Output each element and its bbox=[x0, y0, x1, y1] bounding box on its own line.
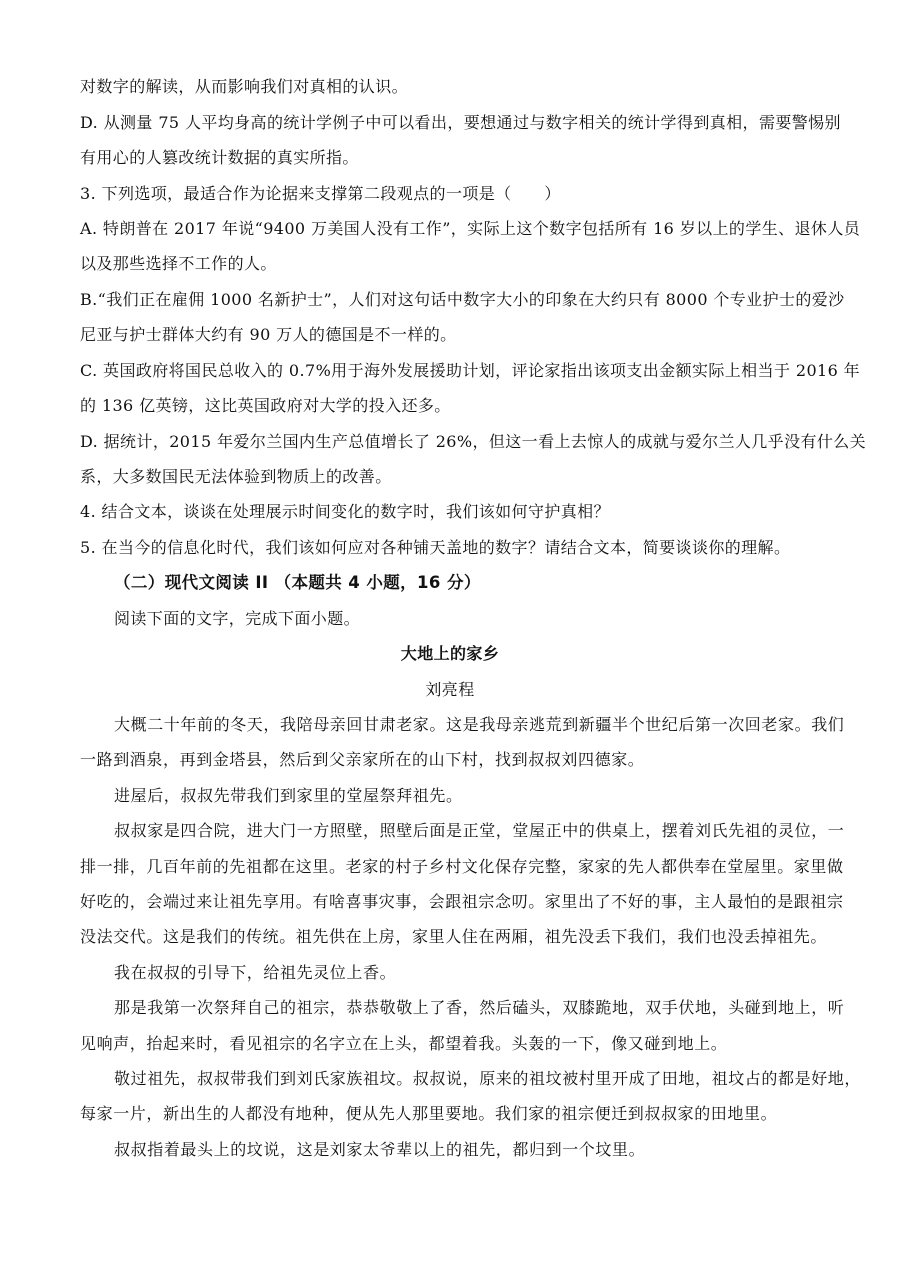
paragraph-7: 叔叔指着最头上的坟说，这是刘家太爷辈以上的祖先，都归到一个坟里。 bbox=[114, 1140, 646, 1159]
paragraph-3-line-3: 好吃的，会端过来让祖先享用。有啥喜事灾事，会跟祖宗念叨。家里出了不好的事，主人最怕的是跟祖宗 bbox=[80, 892, 844, 911]
q4-stem: 4. 结合文本，谈谈在处理展示时间变化的数字时，我们该如何守护真相？ bbox=[80, 502, 610, 521]
q2-option-d-line-2: 有用心的人篡改统计数据的真实所指。 bbox=[80, 148, 359, 167]
paragraph-6-line-2: 每家一片，新出生的人都没有地种，便从先人那里要地。我们家的祖宗便迁到叔叔家的田地里。 bbox=[80, 1104, 778, 1123]
q2-option-d-line-1: D. 从测量 75 人平均身高的统计学例子中可以看出，要想通过与数字相关的统计学得到真相，需要警惕别 bbox=[80, 113, 841, 132]
paragraph-5-line-2: 见响声，抬起来时，看见祖宗的名字立在上头，都望着我。头轰的一下，像又碰到地上。 bbox=[80, 1034, 728, 1053]
q3-option-b-line-1: B.“我们正在雇佣 1000 名新护士”，人们对这句话中数字大小的印象在大约只有 8000 个专业护士的爱沙 bbox=[80, 290, 845, 309]
q3-option-b-line-2: 尼亚与护士群体大约有 90 万人的德国是不一样的。 bbox=[80, 325, 457, 344]
paragraph-3-line-2: 排一排，几百年前的先祖都在这里。老家的村子乡村文化保存完整，家家的先人都供奉在堂屋里。家里做 bbox=[80, 857, 844, 876]
paragraph-1-line-1: 大概二十年前的冬天，我陪母亲回甘肃老家。这是我母亲逃荒到新疆半个世纪后第一次回老家。我们 bbox=[114, 715, 845, 734]
q2-option-c-tail: 对数字的解读，从而影响我们对真相的认识。 bbox=[80, 77, 409, 96]
q3-option-d-line-1: D. 据统计，2015 年爱尔兰国内生产总值增长了 26%，但这一看上去惊人的成就与爱尔兰人几乎没有什么关 bbox=[80, 432, 867, 451]
section-instruction: 阅读下面的文字，完成下面小题。 bbox=[114, 609, 361, 628]
q3-option-a-line-1: A. 特朗普在 2017 年说“9400 万美国人没有工作”，实际上这个数字包括所有 16 岁以上的学生、退休人员 bbox=[80, 219, 861, 238]
paragraph-4: 我在叔叔的引导下，给祖先灵位上香。 bbox=[114, 963, 397, 982]
q3-option-c-line-1: C. 英国政府将国民总收入的 0.7%用于海外发展援助计划，评论家指出该项支出金额实际上相当于 2016 年 bbox=[80, 361, 861, 380]
q3-option-c-line-2: 的 136 亿英镑，这比英国政府对大学的投入还多。 bbox=[80, 396, 451, 415]
q3-option-a-line-2: 以及那些选择不工作的人。 bbox=[80, 254, 277, 273]
paragraph-1-line-2: 一路到酒泉，再到金塔县，然后到父亲家所在的山下村，找到叔叔刘四德家。 bbox=[80, 750, 645, 769]
paragraph-5-line-1: 那是我第一次祭拜自己的祖宗，恭恭敬敬上了香，然后磕头，双膝跪地，双手伏地，头碰到地上，听 bbox=[114, 998, 845, 1017]
article-title: 大地上的家乡 bbox=[400, 644, 500, 663]
q3-option-d-line-2: 系，大多数国民无法体验到物质上的改善。 bbox=[80, 467, 392, 486]
paragraph-3-line-1: 叔叔家是四合院，进大门一方照壁，照壁后面是正堂，堂屋正中的供桌上，摆着刘氏先祖的灵位，一 bbox=[114, 821, 845, 840]
paragraph-2: 进屋后，叔叔先带我们到家里的堂屋祭拜祖先。 bbox=[114, 786, 463, 805]
paragraph-6-line-1: 敬过祖先，叔叔带我们到刘氏家族祖坟。叔叔说，原来的祖坟被村里开成了田地，祖坟占的都是好地， bbox=[114, 1069, 862, 1088]
q3-stem: 3. 下列选项，最适合作为论据来支撑第二段观点的一项是（ ） bbox=[80, 184, 561, 203]
section-heading: （二）现代文阅读 II （本题共 4 小题，16 分） bbox=[114, 573, 481, 592]
q5-stem: 5. 在当今的信息化时代，我们该如何应对各种铺天盖地的数字？请结合文本，简要谈谈你的理解。 bbox=[80, 538, 791, 557]
article-author: 刘亮程 bbox=[425, 680, 475, 699]
paragraph-3-line-4: 没法交代。这是我们的传统。祖先供在上房，家里人住在两厢，祖先没丢下我们，我们也没丢掉祖先。 bbox=[80, 927, 828, 946]
